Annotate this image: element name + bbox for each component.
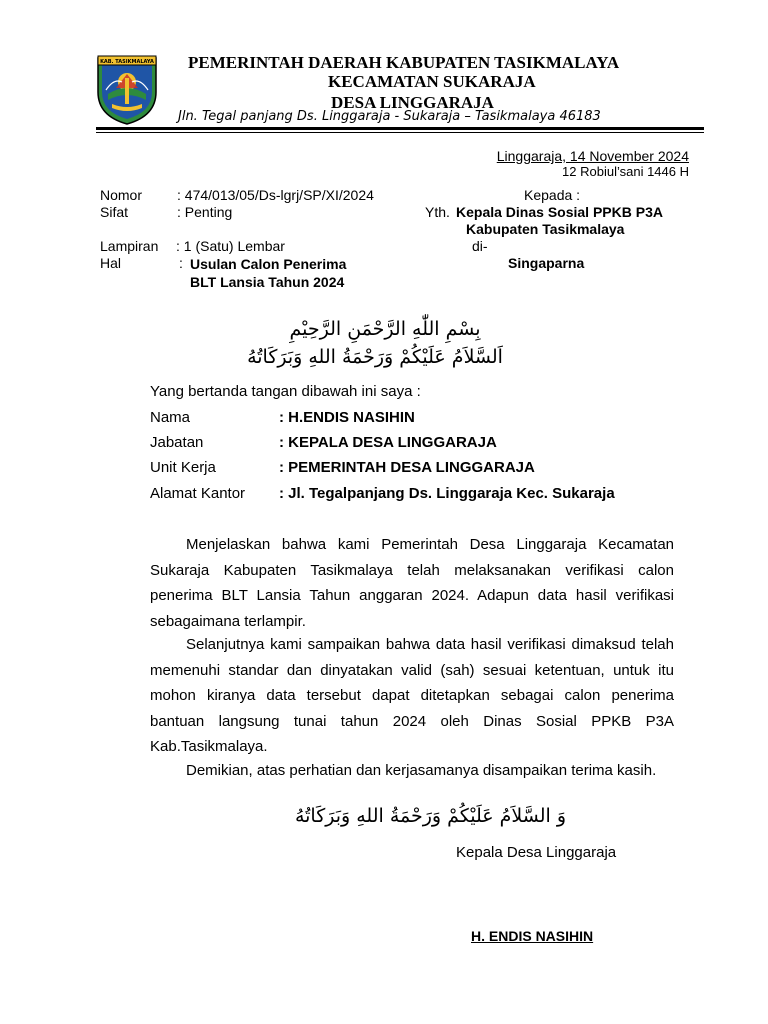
letter-date-hijri: 12 Robiul’sani 1446 H bbox=[562, 164, 689, 179]
closing-title: Kepala Desa Linggaraja bbox=[456, 844, 617, 861]
basmalah: بِسْمِ اللّٰهِ الرَّحْمَنِ الرَّحِيْمِ bbox=[289, 318, 481, 340]
body-paragraph-3: Demikian, atas perhatian dan kerjasamanya disampaikan terima kasih. bbox=[186, 762, 657, 779]
recipient-yth: Yth. bbox=[425, 204, 450, 220]
closing-signatory-name: H. ENDIS NASIHIN bbox=[471, 928, 594, 944]
lampiran-label: Lampiran bbox=[100, 238, 159, 254]
hal-label: Hal bbox=[100, 255, 122, 271]
identity-value-jabatan: : KEPALA DESA LINGGARAJA bbox=[279, 434, 497, 451]
identity-label-alamat: Alamat Kantor bbox=[150, 485, 246, 502]
kabupaten-emblem-logo bbox=[94, 52, 160, 126]
recipient-line-2: Kabupaten Tasikmalaya bbox=[466, 221, 625, 237]
hal-value-line-2: BLT Lansia Tahun 2024 bbox=[190, 274, 345, 290]
nomor-value: : 474/013/05/Ds-lgrj/SP/XI/2024 bbox=[177, 187, 374, 203]
logo-banner-text: KAB. TASIKMALAYA bbox=[100, 59, 154, 65]
recipient-kepada: Kepada : bbox=[524, 187, 581, 203]
recipient-line-1: Kepala Dinas Sosial PPKB P3A bbox=[456, 204, 663, 220]
hal-colon: : bbox=[179, 255, 183, 271]
letterhead-rule-thick bbox=[96, 127, 704, 130]
salam-closing: وَ السَّلاَمُ عَلَيْكُمْ وَرَحْمَةُ اللهِ وَبَرَكَاتُهُ bbox=[294, 805, 566, 827]
signatory-intro: Yang bertanda tangan dibawah ini saya : bbox=[150, 383, 421, 400]
body-paragraph-1: Menjelaskan bahwa kami Pemerintah Desa Linggaraja Kecamatan Sukaraja Kabupaten Tasikmalaya telah melaksanakan verifikasi calon penerima BLT Lansia Tahun anggaran 2024. Adapun data hasil verifikasi sebagaimana terlampir. bbox=[150, 536, 674, 630]
identity-label-nama: Nama bbox=[150, 409, 191, 426]
identity-label-jabatan: Jabatan bbox=[150, 434, 204, 451]
letter-date: Linggaraja, 14 November 2024 bbox=[496, 148, 689, 164]
body-paragraph-2: Selanjutnya kami sampaikan bahwa data hasil verifikasi dimaksud telah memenuhi standar dan dinyatakan valid (sah) sesuai ketentuan, untuk itu mohon kiranya data tersebut dapat ditetapkan sebagai calon penerima bantuan langsung tunai tahun 2024 oleh Dinas Sosial PPKB P3A Kab.Tasikmalaya. bbox=[150, 636, 674, 755]
recipient-place: Singaparna bbox=[508, 255, 585, 271]
identity-label-unit-kerja: Unit Kerja bbox=[150, 459, 216, 476]
letterhead-line-3: DESA LINGGARAJA bbox=[331, 93, 494, 112]
sifat-value: : Penting bbox=[177, 204, 233, 220]
letterhead-line-1: PEMERINTAH DAERAH KABUPATEN TASIKMALAYA bbox=[188, 53, 620, 72]
identity-value-nama: : H.ENDIS NASIHIN bbox=[279, 409, 415, 426]
letterhead-line-2: KECAMATAN SUKARAJA bbox=[328, 72, 536, 91]
sifat-label: Sifat bbox=[100, 204, 129, 220]
recipient-di: di- bbox=[472, 238, 488, 254]
nomor-label: Nomor bbox=[100, 187, 143, 203]
lampiran-value: : 1 (Satu) Lembar bbox=[176, 238, 285, 254]
salam-opening: اَلسَّلاَمُ عَلَيْكُمْ وَرَحْمَةُ اللهِ وَبَرَكَاتُهُ bbox=[247, 346, 503, 368]
hal-value-line-1: Usulan Calon Penerima bbox=[190, 256, 347, 272]
identity-value-alamat: : Jl. Tegalpanjang Ds. Linggaraja Kec. Sukaraja bbox=[279, 485, 615, 502]
letterhead-address: Jln. Tegal panjang Ds. Linggaraja - Sukaraja – Tasikmalaya 46183 bbox=[178, 109, 601, 124]
identity-value-unit-kerja: : PEMERINTAH DESA LINGGARAJA bbox=[279, 459, 535, 476]
letterhead-rule-thin bbox=[96, 132, 704, 133]
